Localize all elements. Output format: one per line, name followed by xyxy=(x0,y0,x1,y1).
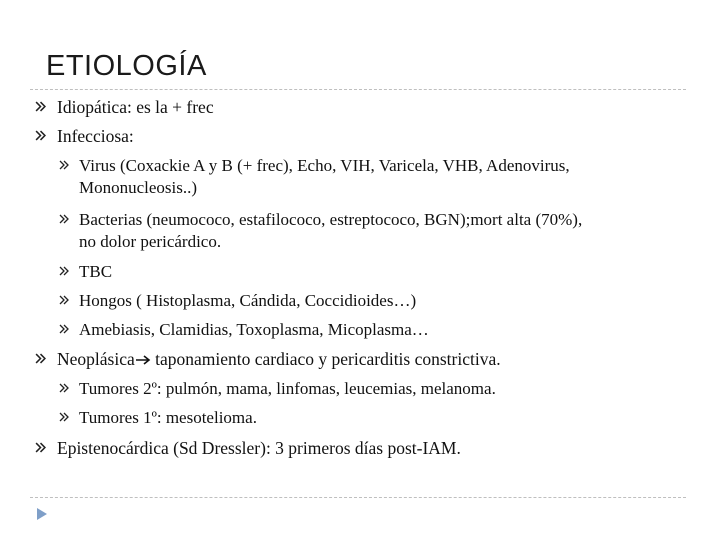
arrow-bullet-icon xyxy=(59,295,69,305)
list-item-neoplasica xyxy=(57,348,501,370)
sublist-item-tbc: TBC xyxy=(79,262,113,281)
arrow-bullet-icon xyxy=(59,266,69,276)
arrow-bullet-icon xyxy=(59,383,69,393)
sublist-item-virus-line1: Virus (Coxackie A y B (+ frec), Echo, VIH, Varicela, VHB, Adenovirus, xyxy=(79,156,570,175)
list-item-epistenocardica: Epistenocárdica (Sd Dressler): 3 primeros días post-IAM. xyxy=(57,438,461,458)
slide-title: ETIOLOGÍA xyxy=(46,50,207,82)
neoplasica-description: taponamiento cardiaco y pericarditis constrictiva. xyxy=(150,349,501,369)
arrow-bullet-icon xyxy=(59,412,69,422)
arrow-right-icon xyxy=(135,354,151,366)
sublist-item-bacterias-line2: no dolor pericárdico. xyxy=(79,232,222,251)
sublist-item-tumores-primarios: Tumores 1º: mesotelioma. xyxy=(79,408,257,427)
arrow-bullet-icon xyxy=(35,130,46,141)
footer-divider xyxy=(30,497,686,498)
triangle-marker-icon xyxy=(36,507,48,521)
neoplasica-label: Neoplásica xyxy=(57,349,135,369)
list-item-infecciosa: Infecciosa: xyxy=(57,126,134,146)
arrow-bullet-icon xyxy=(59,214,69,224)
arrow-bullet-icon xyxy=(35,353,46,364)
sublist-item-virus-line2: Mononucleosis..) xyxy=(79,178,198,197)
arrow-bullet-icon xyxy=(59,324,69,334)
sublist-item-bacterias-line1: Bacterias (neumococo, estafilococo, estreptococo, BGN);mort alta (70%), xyxy=(79,210,583,229)
sublist-item-tumores-secundarios: Tumores 2º: pulmón, mama, linfomas, leucemias, melanoma. xyxy=(79,379,496,398)
arrow-bullet-icon xyxy=(59,160,69,170)
list-item-idiopatica: Idiopática: es la + frec xyxy=(57,97,214,117)
arrow-bullet-icon xyxy=(35,101,46,112)
sublist-item-amebiasis: Amebiasis, Clamidias, Toxoplasma, Micoplasma… xyxy=(79,320,429,339)
arrow-bullet-icon xyxy=(35,442,46,453)
sublist-item-hongos: Hongos ( Histoplasma, Cándida, Coccidioides…) xyxy=(79,291,417,310)
